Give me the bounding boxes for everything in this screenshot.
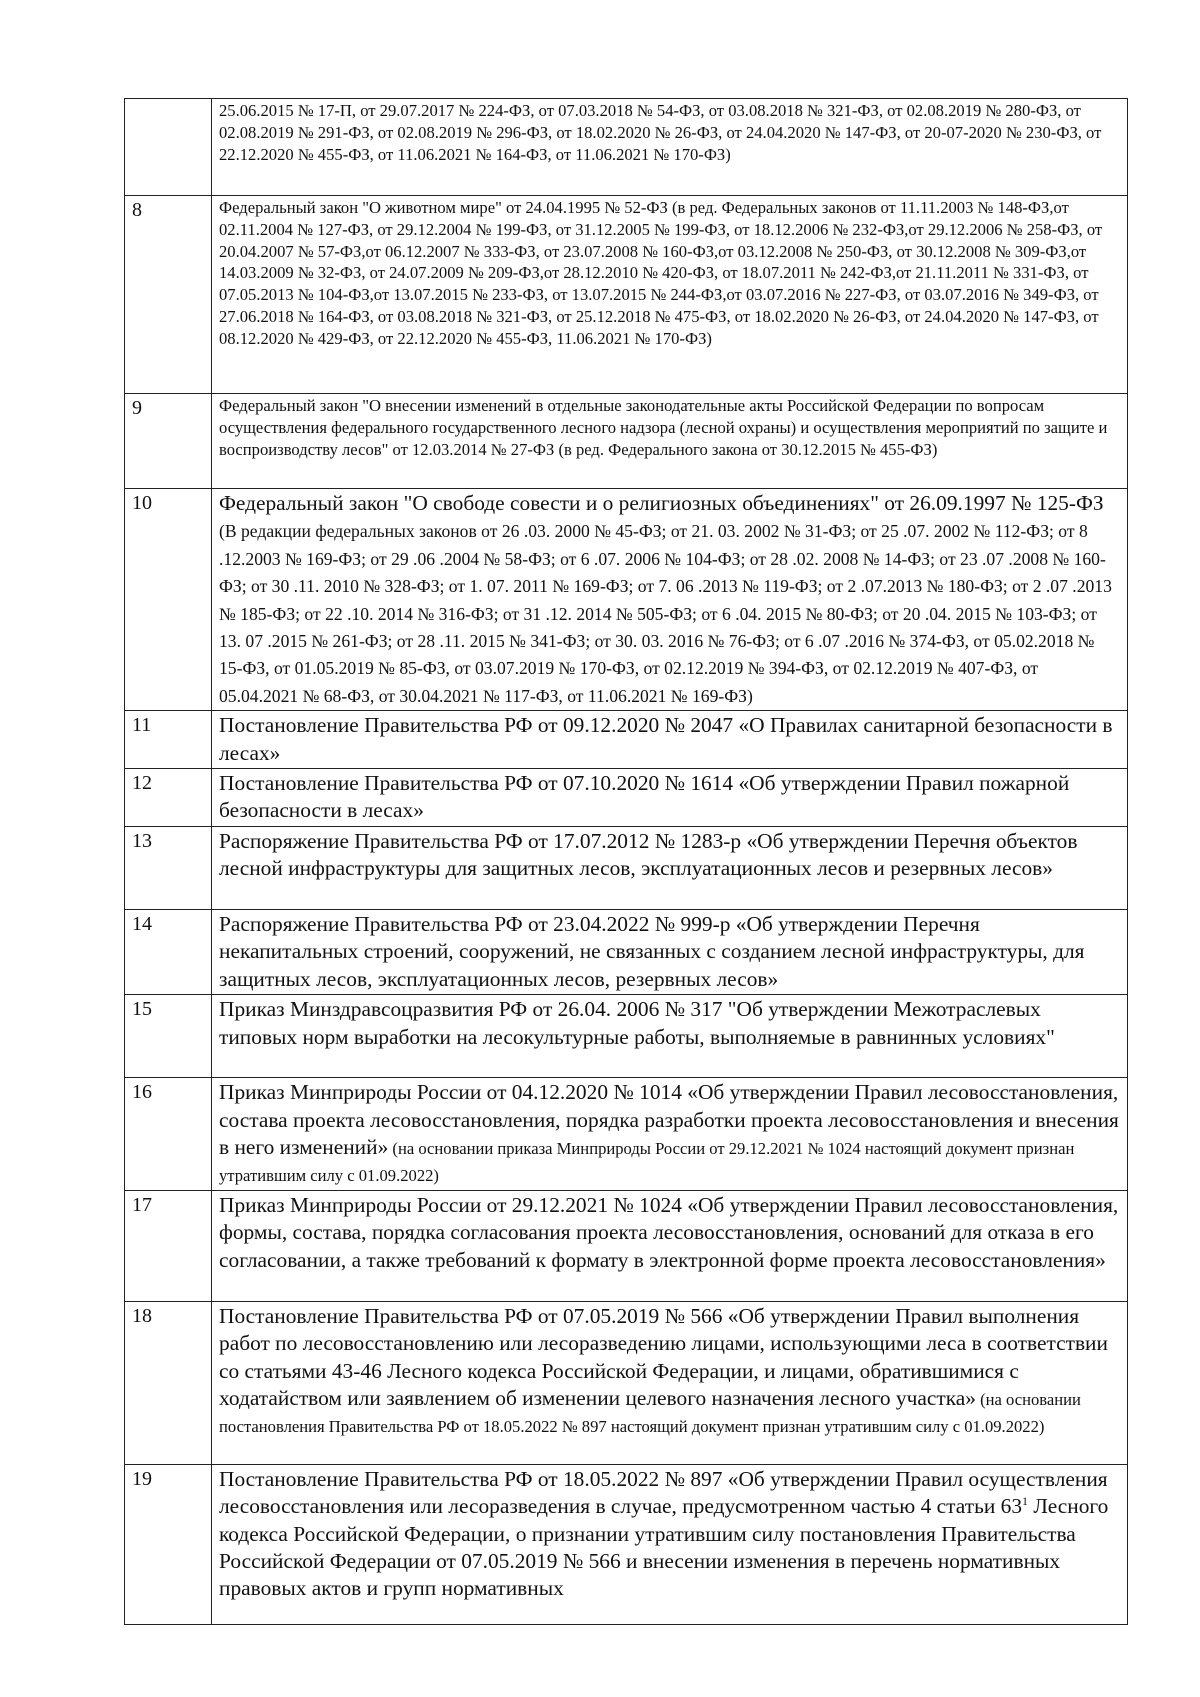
row-text: Приказ Минздравсоцразвития РФ от 26.04. 2006 № 317 "Об утверждении Межотраслевых типовых норм выработки на лесокультурные работы, выполняемые в равнинных условиях" [212, 995, 1128, 1078]
row-text: Постановление Правительства РФ от 09.12.2020 № 2047 «О Правилах санитарной безопасности в лесах» [212, 711, 1128, 769]
table-row [125, 489, 1128, 711]
table-row [125, 1464, 1128, 1624]
act-revisions-note: (В редакции федеральных законов от 26 .03. 2000 № 45-ФЗ; от 21. 03. 2002 № 31-ФЗ; от 25 .07. 2002 № 112-ФЗ; от 8 .12.2003 № 169-ФЗ; от 29 .06 .2004 № 58-ФЗ; от 6 .07. 2006 № 104-ФЗ; от 28 .02. 2008 № 14-ФЗ; от 23 .07 .2008 № 160-ФЗ; от 30 .11. 2010 № 328-ФЗ; от 1. 07. 2011 № 169-ФЗ; от 7. 06 .2013 № 119-ФЗ; от 2 .07.2013 № 180-ФЗ; от 2 .07 .2013 № 185-ФЗ; от 22 .10. 2014 № 316-ФЗ; от 31 .12. 2014 № 505-ФЗ; от 6 .04. 2015 № 80-ФЗ; от 20 .04. 2015 № 103-ФЗ; от 13. 07 .2015 № 261-ФЗ; от 28 .11. 2015 № 341-ФЗ; от 30. 03. 2016 № 76-ФЗ; от 6 .07 .2016 № 374-ФЗ, от 05.02.2018 № 15-ФЗ, от 01.05.2019 № 85-ФЗ, от 03.07.2019 № 170-ФЗ, от 02.12.2019 № 394-ФЗ, от 02.12.2019 № 407-ФЗ, от 05.04.2021 № 68-ФЗ, от 30.04.2021 № 117-ФЗ, от 11.06.2021 № 169-ФЗ) [219, 521, 1112, 706]
table-row [125, 196, 1128, 394]
act-title: Приказ Минприроды России от 04.12.2020 № 1014 «Об утверждении Правил лесовосстановления, состава проекта лесовосстановления, порядка разработки проекта лесовосстановления и внесения в него изменений» [219, 1080, 1119, 1159]
table-row [125, 995, 1128, 1078]
table-row [125, 826, 1128, 909]
superscript: 1 [1022, 1494, 1029, 1508]
row-number: 19 [125, 1464, 212, 1624]
row-text: Распоряжение Правительства РФ от 17.07.2012 № 1283-р «Об утверждении Перечня объектов лесной инфраструктуры для защитных лесов, эксплуатационных лесов и резервных лесов» [212, 826, 1128, 909]
row-number: 12 [125, 769, 212, 827]
row-number: 16 [125, 1078, 212, 1191]
table-row [125, 769, 1128, 827]
table-row [125, 909, 1128, 994]
act-title: Постановление Правительства РФ от 07.05.2019 № 566 «Об утверждении Правил выполнения работ по лесовосстановлению или лесоразведению лицами, использующими леса в соответствии со статьями 43-46 Лесного кодекса Российской Федерации, и лицами, обратившимися с ходатайством или заявлением об изменении целевого назначения лесного участка» [219, 1303, 1108, 1410]
table-row [125, 394, 1128, 489]
row-number: 14 [125, 909, 212, 994]
row-number: 18 [125, 1301, 212, 1464]
row-number: 17 [125, 1190, 212, 1301]
act-status-note: (на основании приказа Минприроды России от 29.12.2021 № 1024 настоящий документ признан утратившим силу с 01.09.2022) [219, 1138, 1075, 1186]
row-number: 8 [125, 196, 212, 394]
row-text: Распоряжение Правительства РФ от 23.04.2022 № 999-р «Об утверждении Перечня некапитальных строений, сооружений, не связанных с созданием лесной инфраструктуры, для защитных лесов, эксплуатационных лесов, резервных лесов» [212, 909, 1128, 994]
act-title-continued: Лесного кодекса Российской Федерации, о признании утратившим силу постановления Правительства Российской Федерации от 07.05.2019 № 566 и внесении изменения в перечень нормативных правовых актов и групп нормативных [219, 1494, 1109, 1601]
row-number: 15 [125, 995, 212, 1078]
row-text [212, 1078, 1128, 1191]
row-text [212, 489, 1128, 711]
row-text: Постановление Правительства РФ от 07.10.2020 № 1614 «Об утверждении Правил пожарной безопасности в лесах» [212, 769, 1128, 827]
table-row [125, 1301, 1128, 1464]
row-text: Приказ Минприроды России от 29.12.2021 № 1024 «Об утверждении Правил лесовосстановления, формы, состава, порядка согласования проекта лесовосстановления, оснований для отказа в его согласовании, а также требований к формату в электронной форме проекта лесовосстановления» [212, 1190, 1128, 1301]
row-number: 10 [125, 489, 212, 711]
row-number: 11 [125, 711, 212, 769]
row-number [125, 99, 212, 196]
document-page [124, 98, 1128, 1625]
row-text: Федеральный закон "О внесении изменений в отдельные законодательные акты Российской Федерации по вопросам осуществления федерального государственного лесного надзора (лесной охраны) и осуществления мероприятий по защите и воспроизводству лесов" от 12.03.2014 № 27-ФЗ (в ред. Федерального закона от 30.12.2015 № 455-ФЗ) [212, 394, 1128, 489]
table-row [125, 99, 1128, 196]
table-row [125, 711, 1128, 769]
row-number: 9 [125, 394, 212, 489]
row-text [212, 1301, 1128, 1464]
table-row [125, 1078, 1128, 1191]
row-text [212, 1464, 1128, 1624]
table-row [125, 1190, 1128, 1301]
legal-acts-table [124, 98, 1128, 1625]
row-text: Федеральный закон "О животном мире" от 24.04.1995 № 52-ФЗ (в ред. Федеральных законов от 11.11.2003 № 148-ФЗ,от 02.11.2004 № 127-ФЗ, от 29.12.2004 № 199-ФЗ, от 31.12.2005 № 199-ФЗ, от 18.12.2006 № 232-ФЗ,от 29.12.2006 № 258-ФЗ, от 20.04.2007 № 57-ФЗ,от 06.12.2007 № 333-ФЗ, от 23.07.2008 № 160-ФЗ,от 03.12.2008 № 250-ФЗ, от 30.12.2008 № 309-ФЗ,от 14.03.2009 № 32-ФЗ, от 24.07.2009 № 209-ФЗ,от 28.12.2010 № 420-ФЗ, от 18.07.2011 № 242-ФЗ,от 21.11.2011 № 331-ФЗ, от 07.05.2013 № 104-ФЗ,от 13.07.2015 № 233-ФЗ, от 13.07.2015 № 244-ФЗ,от 03.07.2016 № 227-ФЗ, от 03.07.2016 № 349-ФЗ, от 27.06.2018 № 164-ФЗ, от 03.08.2018 № 321-ФЗ, от 25.12.2018 № 475-ФЗ, от 18.02.2020 № 26-ФЗ, от 24.04.2020 № 147-ФЗ, от 08.12.2020 № 429-ФЗ, от 22.12.2020 № 455-ФЗ, 11.06.2021 № 170-ФЗ) [212, 196, 1128, 394]
act-title: Постановление Правительства РФ от 18.05.2022 № 897 «Об утверждении Правил осуществления лесовосстановления или лесоразведения в случае, предусмотренном частью 4 статьи 63 [219, 1466, 1108, 1519]
row-text: 25.06.2015 № 17-П, от 29.07.2017 № 224-ФЗ, от 07.03.2018 № 54-ФЗ, от 03.08.2018 № 321-ФЗ, от 02.08.2019 № 280-ФЗ, от 02.08.2019 № 291-ФЗ, от 02.08.2019 № 296-ФЗ, от 18.02.2020 № 26-ФЗ, от 24.04.2020 № 147-ФЗ, от 20-07-2020 № 230-ФЗ, от 22.12.2020 № 455-ФЗ, от 11.06.2021 № 164-ФЗ, от 11.06.2021 № 170-ФЗ) [212, 99, 1128, 196]
act-title: Федеральный закон "О свободе совести и о религиозных объединениях" от 26.09.1997 № 125-ФЗ [219, 491, 1104, 515]
row-number: 13 [125, 826, 212, 909]
act-status-note: (на основании постановления Правительства РФ от 18.05.2022 № 897 настоящий документ признан утратившим силу с 01.09.2022) [219, 1389, 1081, 1437]
